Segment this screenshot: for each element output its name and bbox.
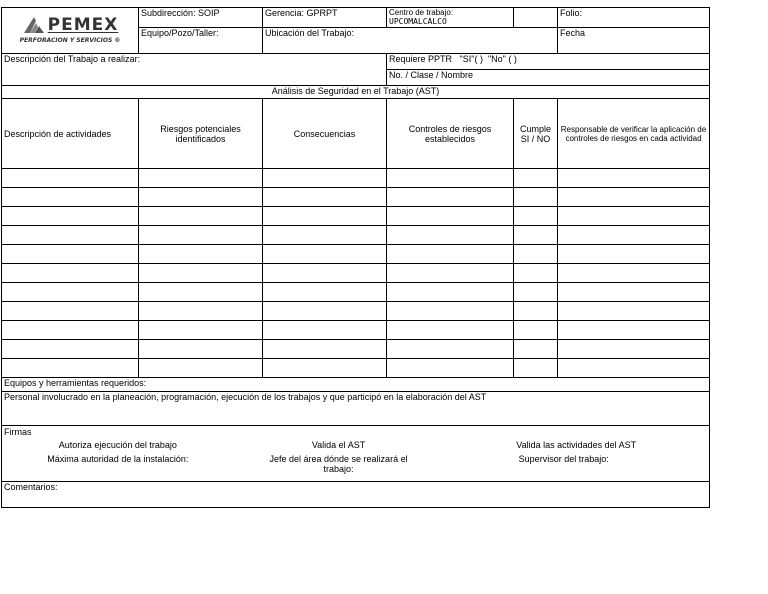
equipo-field[interactable]: Equipo/Pozo/Taller: <box>139 28 263 54</box>
cell[interactable] <box>558 340 710 359</box>
ast-form <box>1 7 709 508</box>
col-descripcion: Descripción de actividades <box>2 99 139 169</box>
firmas-title: Firmas <box>4 427 32 437</box>
centro-label: Centro de trabajo: <box>389 8 454 17</box>
cell[interactable] <box>263 359 387 378</box>
cell[interactable] <box>139 283 263 302</box>
folio-field[interactable]: Folio: <box>558 8 710 28</box>
table-row <box>2 188 710 207</box>
cell[interactable] <box>263 188 387 207</box>
cell[interactable] <box>514 283 558 302</box>
table-row <box>2 245 710 264</box>
cell[interactable] <box>558 264 710 283</box>
cell[interactable] <box>514 302 558 321</box>
cell[interactable] <box>263 302 387 321</box>
table-row <box>2 169 710 188</box>
cell[interactable] <box>558 283 710 302</box>
col-responsable: Responsable de verificar la aplicación de controles de riesgos en cada actividad <box>558 99 710 169</box>
cell[interactable] <box>2 283 139 302</box>
ubicacion-field[interactable]: Ubicación del Trabajo: <box>263 28 558 54</box>
centro-spacer <box>514 8 558 28</box>
cell[interactable] <box>139 321 263 340</box>
cell[interactable] <box>387 264 514 283</box>
cell[interactable] <box>514 321 558 340</box>
supervisor-field[interactable]: Supervisor del trabajo: <box>518 454 609 464</box>
cell[interactable] <box>2 302 139 321</box>
descripcion-trabajo-field[interactable]: Descripción del Trabajo a realizar: <box>2 54 387 86</box>
cell[interactable] <box>2 188 139 207</box>
logo-subtitle: PERFORACION Y SERVICIOS ® <box>19 37 121 44</box>
cell[interactable] <box>139 169 263 188</box>
cell[interactable] <box>2 264 139 283</box>
pptr-label: Requiere PPTR <box>389 54 453 64</box>
cell[interactable] <box>139 359 263 378</box>
cell[interactable] <box>558 359 710 378</box>
cell[interactable] <box>514 340 558 359</box>
pptr-field[interactable] <box>387 54 710 70</box>
valida-ast-label: Valida el AST <box>311 440 366 450</box>
pemex-logo <box>2 8 139 54</box>
table-row <box>2 264 710 283</box>
table-row <box>2 321 710 340</box>
cell[interactable] <box>263 207 387 226</box>
cell[interactable] <box>2 169 139 188</box>
pptr-si: "SI"( ) <box>459 54 483 64</box>
firmas-section <box>2 426 710 482</box>
cell[interactable] <box>2 226 139 245</box>
valida-actividades-label: Valida las actividades del AST <box>516 440 637 450</box>
cell[interactable] <box>514 245 558 264</box>
cell[interactable] <box>263 283 387 302</box>
col-cumple: Cumple SI / NO <box>514 99 558 169</box>
comentarios-field[interactable]: Comentarios: <box>2 482 710 508</box>
cell[interactable] <box>558 169 710 188</box>
personal-field[interactable]: Personal involucrado en la planeación, programación, ejecución de los trabajos y que participó en la elaboración del AST <box>2 392 710 426</box>
cell[interactable] <box>2 359 139 378</box>
cell[interactable] <box>558 302 710 321</box>
cell[interactable] <box>387 359 514 378</box>
cell[interactable] <box>387 321 514 340</box>
cell[interactable] <box>263 321 387 340</box>
cell[interactable] <box>387 169 514 188</box>
cell[interactable] <box>2 245 139 264</box>
cell[interactable] <box>387 283 514 302</box>
cell[interactable] <box>558 245 710 264</box>
table-row <box>2 226 710 245</box>
cell[interactable] <box>514 226 558 245</box>
autoriza-label: Autoriza ejecución del trabajo <box>58 440 177 450</box>
col-consecuencias: Consecuencias <box>263 99 387 169</box>
subdireccion-field[interactable]: Subdirección: SOIP <box>139 8 263 28</box>
table-row <box>2 207 710 226</box>
cell[interactable] <box>387 226 514 245</box>
pemex-eagle-icon <box>22 15 46 35</box>
form-table <box>1 7 710 508</box>
cell[interactable] <box>139 264 263 283</box>
fecha-field[interactable]: Fecha <box>558 28 710 54</box>
cell[interactable] <box>2 207 139 226</box>
cell[interactable] <box>139 226 263 245</box>
cell[interactable] <box>263 226 387 245</box>
col-controles: Controles de riesgos establecidos <box>387 99 514 169</box>
equipos-field[interactable]: Equipos y herramientas requeridos: <box>2 378 710 392</box>
cell[interactable] <box>514 359 558 378</box>
cell[interactable] <box>263 340 387 359</box>
cell[interactable] <box>558 321 710 340</box>
table-row <box>2 302 710 321</box>
cell[interactable] <box>139 340 263 359</box>
logo-word: PEMEX <box>47 15 119 35</box>
cell[interactable] <box>514 264 558 283</box>
cell[interactable] <box>139 207 263 226</box>
no-clase-nombre-field[interactable]: No. / Clase / Nombre <box>387 70 710 86</box>
cell[interactable] <box>139 188 263 207</box>
cell[interactable] <box>558 226 710 245</box>
col-riesgos: Riesgos potenciales identificados <box>139 99 263 169</box>
cell[interactable] <box>558 188 710 207</box>
cell[interactable] <box>387 302 514 321</box>
cell[interactable] <box>263 169 387 188</box>
cell[interactable] <box>514 169 558 188</box>
cell[interactable] <box>387 245 514 264</box>
pptr-no: "No" ( ) <box>487 54 517 64</box>
cell[interactable] <box>514 207 558 226</box>
cell[interactable] <box>2 340 139 359</box>
centro-value: UPCOMALCALCO <box>389 17 447 26</box>
cell[interactable] <box>2 321 139 340</box>
cell[interactable] <box>263 245 387 264</box>
table-row <box>2 283 710 302</box>
cell[interactable] <box>514 188 558 207</box>
table-row <box>2 340 710 359</box>
cell[interactable] <box>139 302 263 321</box>
cell[interactable] <box>387 188 514 207</box>
cell[interactable] <box>139 245 263 264</box>
maxima-autoridad-field[interactable]: Máxima autoridad de la instalación: <box>47 454 189 464</box>
ast-title: Análisis de Seguridad en el Trabajo (AST) <box>2 86 710 99</box>
jefe-area-field[interactable]: Jefe del área dónde se realizará el trabajo: <box>269 454 408 474</box>
cell[interactable] <box>263 264 387 283</box>
gerencia-field[interactable]: Gerencia: GPRPT <box>263 8 387 28</box>
cell[interactable] <box>387 207 514 226</box>
cell[interactable] <box>558 207 710 226</box>
table-row <box>2 359 710 378</box>
centro-trabajo-field[interactable] <box>387 8 514 28</box>
cell[interactable] <box>387 340 514 359</box>
